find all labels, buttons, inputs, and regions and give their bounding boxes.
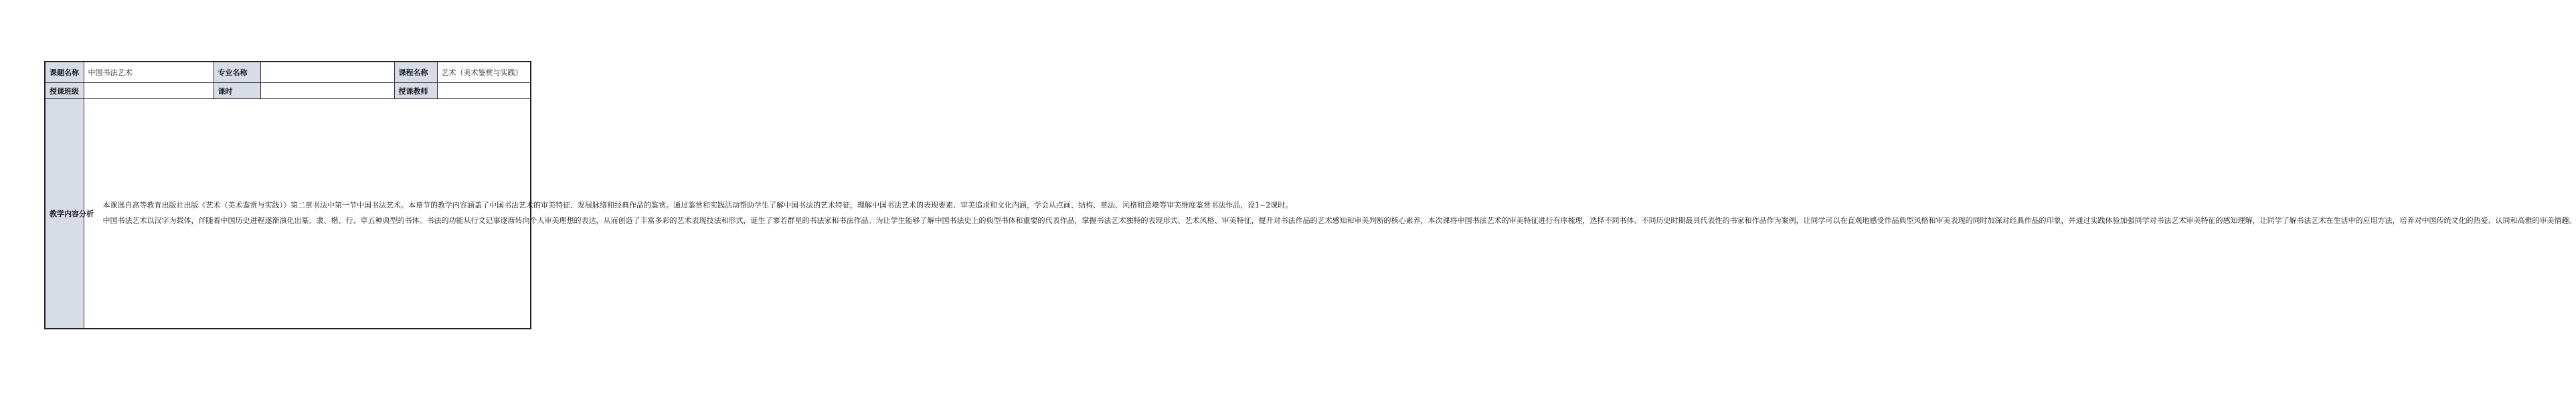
hours-value — [260, 83, 394, 99]
analysis-row — [45, 99, 531, 329]
lesson-plan-table — [44, 61, 2576, 329]
analysis-content — [84, 99, 2576, 329]
teacher-value — [437, 83, 531, 99]
major-value — [260, 62, 394, 83]
course-name-label: 课程名称 — [394, 62, 437, 83]
analysis-label: 教学内容分析 — [45, 99, 84, 329]
header-row-2 — [45, 83, 531, 99]
major-label: 专业名称 — [213, 62, 260, 83]
class-value — [84, 83, 213, 99]
hours-label: 课时 — [213, 83, 260, 99]
course-title-value: 中国书法艺术 — [84, 62, 213, 83]
class-label: 授课班级 — [45, 83, 84, 99]
course-name-value: 艺术（美术鉴赏与实践） — [437, 62, 531, 83]
analysis-paragraph-2: 中国书法艺术以汉字为载体，伴随着中国历史进程逐渐演化出篆、隶、楷、行、草五种典型的书体。书法的功能从行文记事逐渐转向个人审美理想的表达，从而创造了丰富多彩的艺术表现技法和形式，诞生了寥若群星的书法家和书法作品。为让学生能够了解中国书法史上的典型书体和重要的代表作品，掌握书法艺术独特的表现形式、艺术风格、审美特征，提升对书法作品的艺术感知和审美判断的核心素养，本次课将中国书法艺术的审美特征进行有序梳理，选择不同书体、不同历史时期最具代表性的书家和作品作为案例，让同学可以在直观地感受作品典型风格和审美表现的同时加深对经典作品的印象，并通过实践体验加强同学对书法艺术审美特征的感知理解，让同学了解书法艺术在生活中的应用方法，培养对中国传统文化的热爱、认同和高雅的审美情趣。 — [102, 216, 2576, 225]
course-title-label: 课题名称 — [45, 62, 84, 83]
header-row-1 — [45, 62, 531, 83]
analysis-paragraph-1: 本课选自高等教育出版社出版《艺术（美术鉴赏与实践）》第二章书法中第一节中国书法艺术。本章节的教学内容涵盖了中国书法艺术的审美特征、发展脉络和经典作品的鉴赏。通过鉴赏和实践活动帮助学生了解中国书法的艺术特征，理解中国书法艺术的表现要素、审美追求和文化内涵，学会从点画、结构、章法、风格和意境等审美维度鉴赏书法作品，设1~2课时。 — [102, 201, 1293, 210]
teacher-label: 授课教师 — [394, 83, 437, 99]
